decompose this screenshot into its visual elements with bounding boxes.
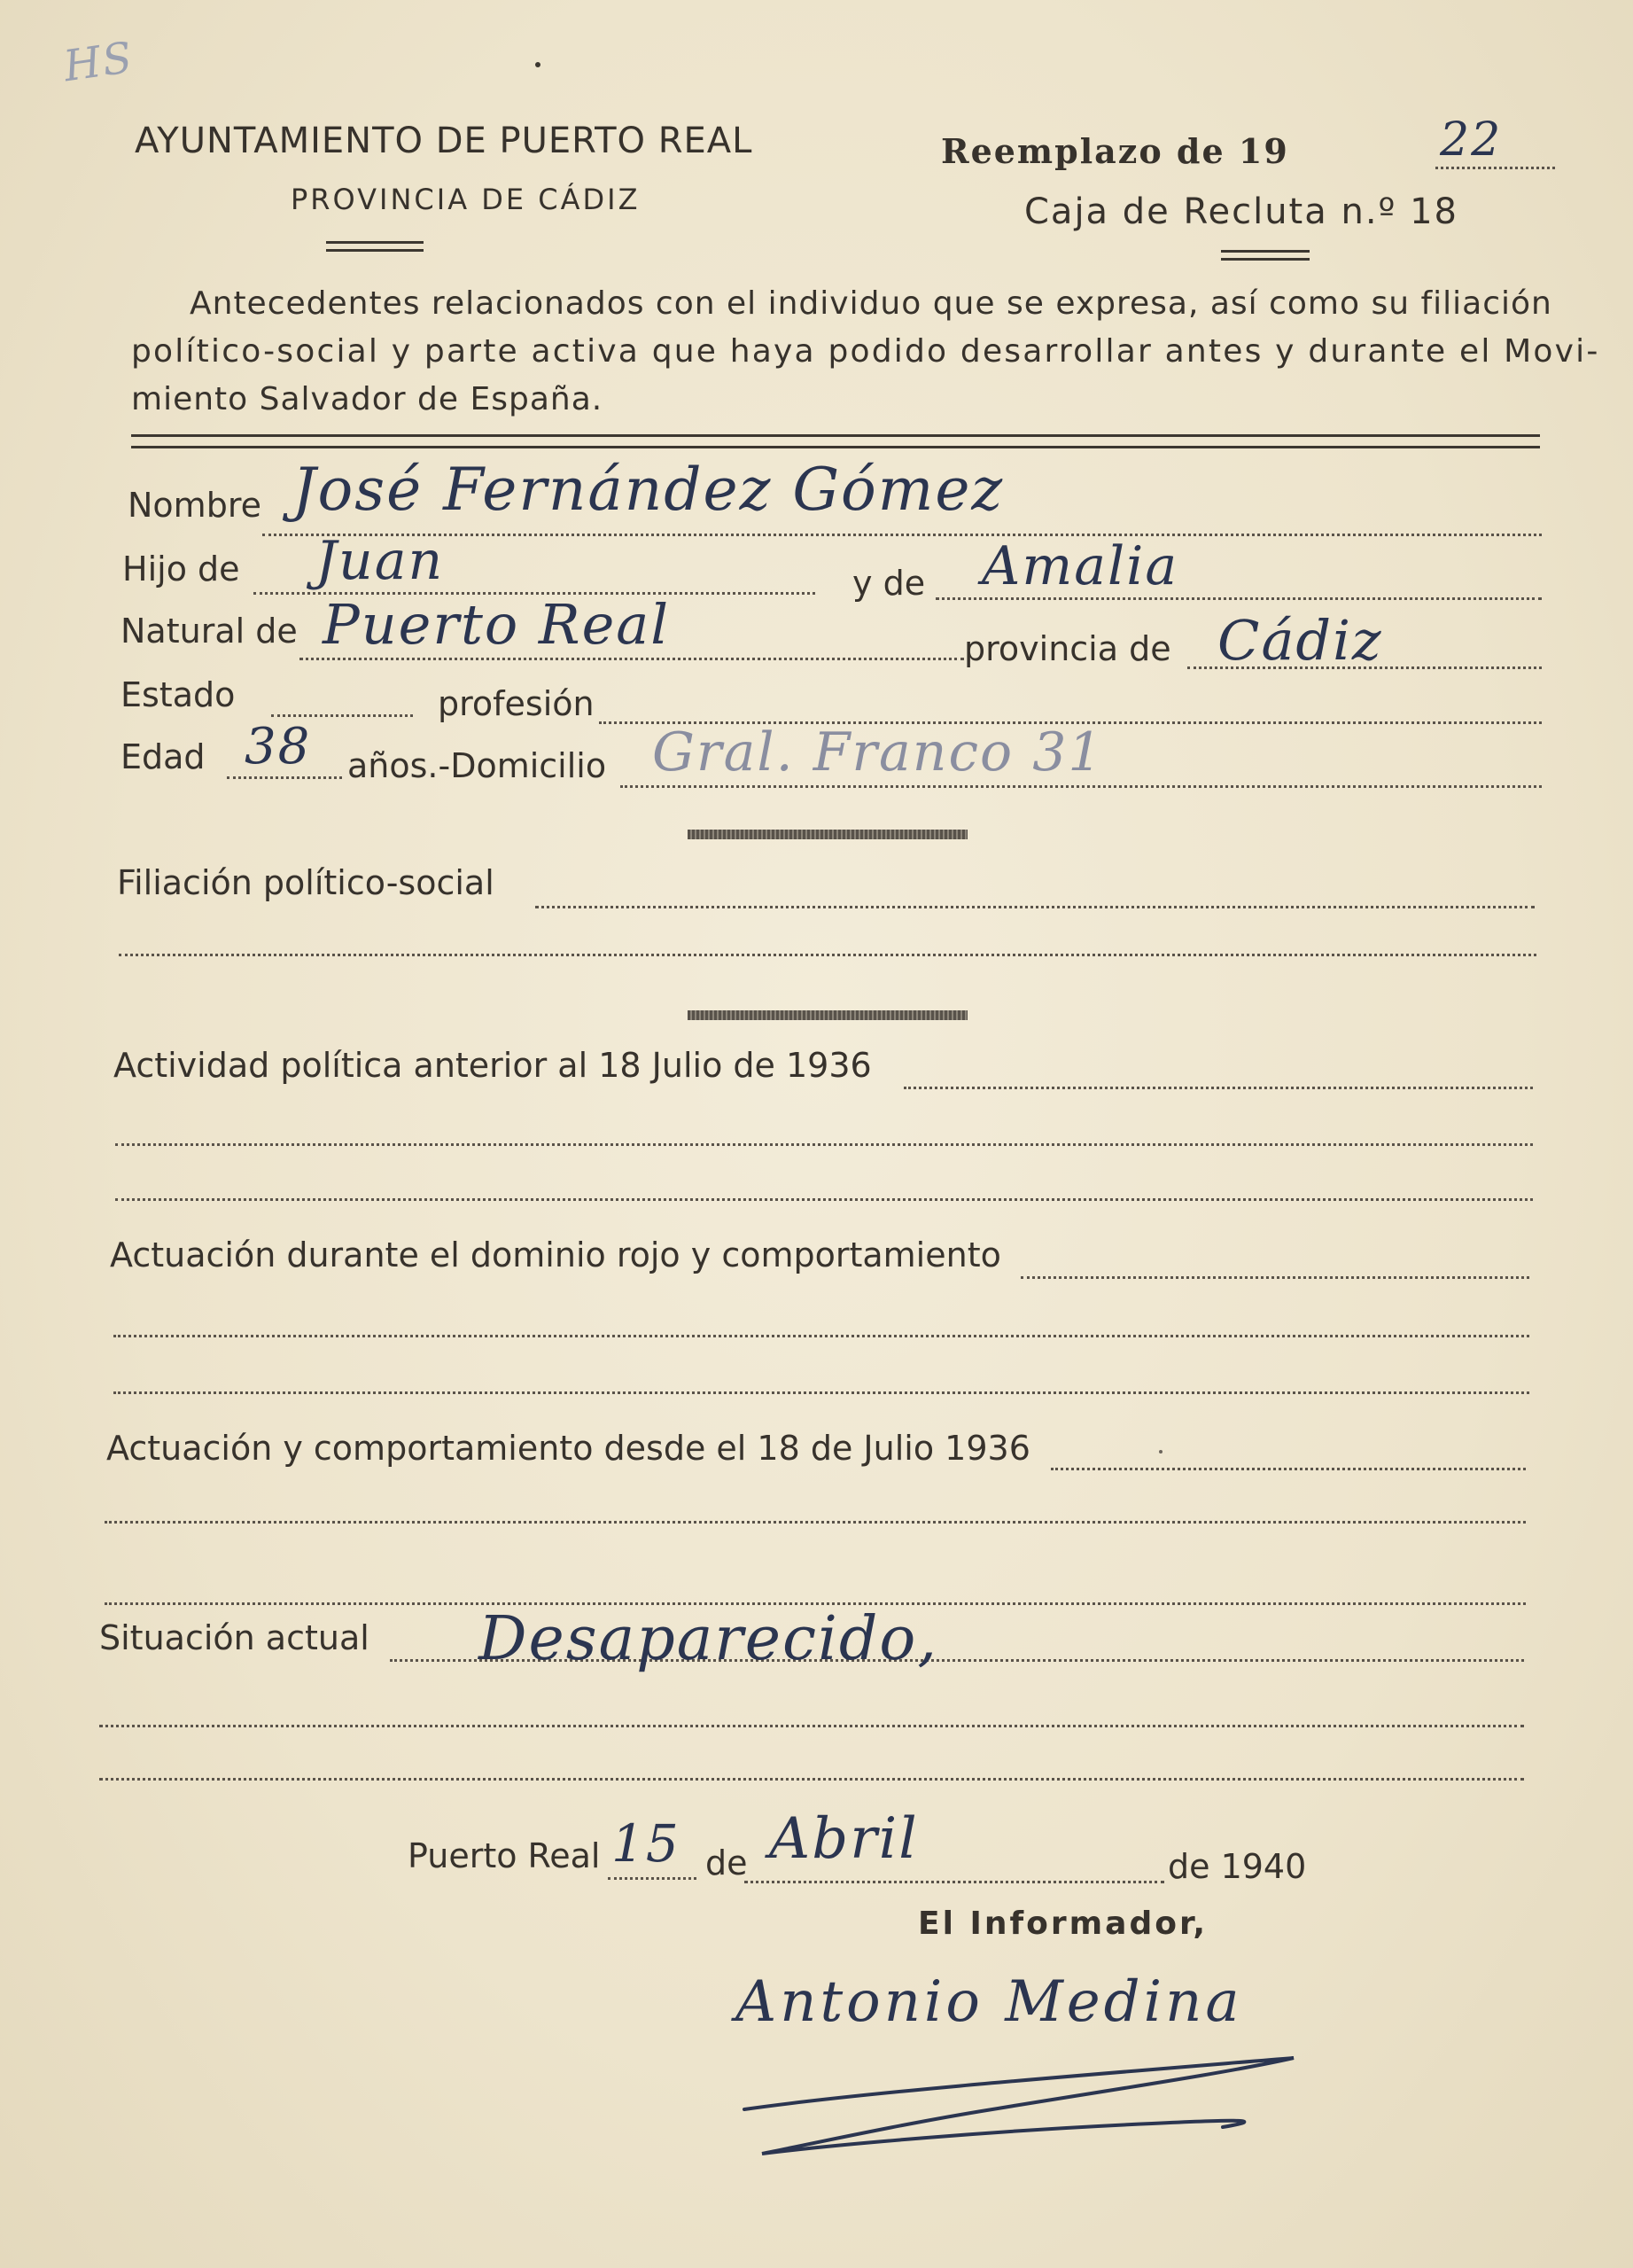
domicilio-dotline xyxy=(620,785,1542,788)
desde-dotline xyxy=(1051,1468,1526,1470)
header-rule-right xyxy=(1221,250,1310,253)
province-subtitle: PROVINCIA DE CÁDIZ xyxy=(291,183,641,216)
situacion-actual-value: Desaparecido, xyxy=(478,1604,938,1674)
estado-label: Estado xyxy=(121,675,236,714)
signature-name: Antonio Medina xyxy=(735,1969,1243,2035)
situacion-dotline-3 xyxy=(99,1778,1524,1781)
natural-de-label: Natural de xyxy=(121,612,298,651)
desde-dotline-2 xyxy=(105,1521,1526,1524)
provincia-de-dotline xyxy=(1187,666,1542,669)
nombre-dotline xyxy=(262,534,1542,536)
filiacion-dotline xyxy=(535,906,1535,908)
provincia-de-label: provincia de xyxy=(964,629,1171,668)
caja-recluta-label: Caja de Recluta n.º 18 xyxy=(1024,191,1458,232)
intro-divider xyxy=(131,434,1540,448)
date-de-1: de xyxy=(705,1843,748,1882)
edad-value: 38 xyxy=(245,718,312,775)
filiacion-label: Filiación político-social xyxy=(117,863,494,902)
ink-speck-2 xyxy=(1159,1450,1163,1454)
actividad-anterior-label: Actividad política anterior al 18 Julio de 1936 xyxy=(113,1046,872,1085)
actividad-dotline-2 xyxy=(115,1143,1533,1146)
section-divider-1 xyxy=(688,830,968,839)
date-month-dotline xyxy=(744,1881,1164,1883)
edad-dotline xyxy=(227,776,342,779)
profesion-label: profesión xyxy=(438,684,595,723)
y-de-label: y de xyxy=(852,564,926,603)
dominio-rojo-dotline-2 xyxy=(113,1335,1529,1337)
reemplazo-label: Reemplazo de 19 xyxy=(941,131,1289,171)
dominio-rojo-dotline xyxy=(1021,1276,1529,1279)
edad-label: Edad xyxy=(121,737,206,776)
intro-line-2: político-social y parte activa que haya podido desarrollar antes y durante el Movi- xyxy=(131,333,1600,370)
signature-flourish xyxy=(727,2038,1347,2163)
date-day: 15 xyxy=(611,1813,680,1874)
header-rule-left xyxy=(326,241,424,244)
header-rule-right-2 xyxy=(1221,258,1310,261)
nombre-label: Nombre xyxy=(128,486,261,525)
header-rule-left-2 xyxy=(326,249,424,252)
date-place: Puerto Real xyxy=(408,1836,601,1875)
date-day-dotline xyxy=(608,1877,696,1880)
situacion-actual-label: Situación actual xyxy=(99,1618,369,1657)
date-de-year: de 1940 xyxy=(1168,1847,1307,1886)
reemplazo-dotline xyxy=(1435,167,1555,169)
hijo-de-label: Hijo de xyxy=(122,549,240,588)
dominio-rojo-dotline-3 xyxy=(113,1391,1529,1394)
situacion-dotline-2 xyxy=(99,1725,1524,1727)
ink-speck xyxy=(535,62,540,67)
domicilio-value: Gral. Franco 31 xyxy=(652,721,1104,783)
informador-title: El Informador, xyxy=(918,1906,1209,1942)
estado-dotline xyxy=(271,714,413,717)
intro-line-3: miento Salvador de España. xyxy=(131,381,603,417)
intro-line-1: Antecedentes relacionados con el individuo que se expresa, así como su filiación xyxy=(190,285,1552,322)
nombre-value: José Fernández Gómez xyxy=(292,456,1005,524)
date-month: Abril xyxy=(769,1806,919,1872)
y-de-value: Amalia xyxy=(982,535,1179,597)
actuacion-desde-label: Actuación y comportamiento desde el 18 de Julio 1936 xyxy=(106,1429,1030,1468)
section-divider-2 xyxy=(688,1010,968,1020)
actividad-dotline xyxy=(904,1087,1533,1089)
natural-de-dotline xyxy=(299,658,964,660)
actividad-dotline-3 xyxy=(115,1198,1533,1201)
provincia-de-value: Cádiz xyxy=(1217,608,1383,673)
anos-domicilio-label: años.-Domicilio xyxy=(347,746,607,785)
filiacion-dotline-2 xyxy=(119,954,1536,956)
y-de-dotline xyxy=(936,597,1542,600)
reemplazo-year: 22 xyxy=(1440,113,1503,167)
corner-pencil-mark: HS xyxy=(60,32,137,92)
natural-de-value: Puerto Real xyxy=(323,592,671,657)
hijo-de-value: Juan xyxy=(315,530,445,592)
municipality-title: AYUNTAMIENTO DE PUERTO REAL xyxy=(135,121,753,161)
actuacion-dominio-rojo-label: Actuación durante el dominio rojo y comportamiento xyxy=(110,1235,1001,1274)
